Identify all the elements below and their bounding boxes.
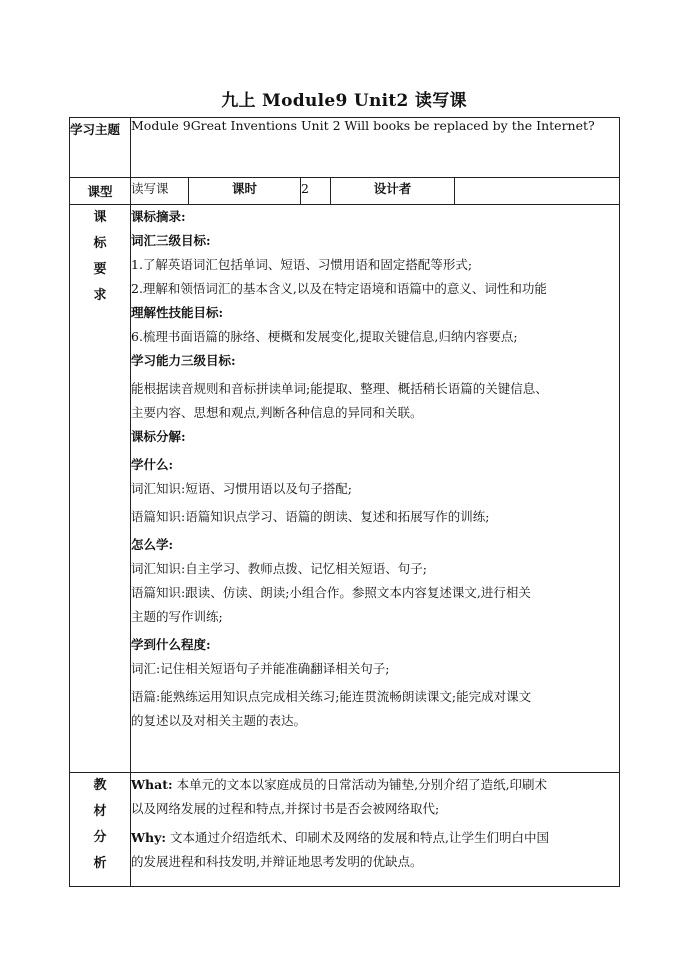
analysis-why-line (131, 826, 619, 850)
document-title: 九上 Module9 Unit2 读写课 (221, 91, 467, 111)
designer-value (455, 178, 620, 205)
analysis-label-char: 分 (93, 830, 107, 845)
standards-text-line: 主题的写作训练; (131, 609, 223, 624)
standards-label-char: 求 (93, 288, 107, 303)
standards-content (131, 205, 620, 773)
designer-label: 设计者 (331, 178, 455, 205)
standards-text-line: 语篇知识:语篇知识点学习、语篇的朗读、复述和拓展写作的训练; (131, 509, 490, 524)
topic-label: 学习主题 (70, 118, 131, 178)
why-text-1: 文本通过介绍造纸术、印刷术及网络的发展和特点,让学生们明白中国 (170, 830, 549, 845)
topic-value: Module 9Great Inventions Unit 2 Will books be replaced by the Internet? (131, 118, 620, 178)
standards-text-line: 1.了解英语词汇包括单词、短语、习惯用语和固定搭配等形式; (131, 257, 473, 272)
standards-label-char: 要 (93, 262, 107, 277)
standards-lines (131, 205, 619, 733)
lesson-plan-table (69, 117, 620, 887)
standards-text-line: 词汇知识:自主学习、教师点拨、记忆相关短语、句子; (131, 561, 427, 576)
course-type-label: 课型 (70, 178, 131, 205)
analysis-label-char: 析 (93, 856, 107, 871)
standards-text-line: 能根据读音规则和音标拼读单词;能提取、整理、概括稍长语篇的关键信息、 (131, 381, 548, 396)
standards-text-line: 词汇知识:短语、习惯用语以及句子搭配; (131, 481, 352, 496)
standards-heading: 学习能力三级目标: (131, 353, 236, 368)
why-tag: Why: (131, 830, 167, 845)
standards-text-line: 主要内容、思想和观点,判断各种信息的异同和关联。 (131, 405, 423, 420)
standards-text-line: 语篇知识:跟读、仿读、朗读;小组合作。参照文本内容复述课文,进行相关 (131, 585, 531, 600)
course-hours-label: 课时 (189, 178, 301, 205)
standards-heading: 怎么学: (131, 537, 174, 552)
standards-heading: 词汇三级目标: (131, 233, 211, 248)
analysis-row (70, 773, 620, 887)
course-type-value: 读写课 (131, 178, 189, 205)
standards-label-char: 课 (93, 210, 107, 225)
standards-text-line: 2.理解和领悟词汇的基本含义,以及在特定语境和语篇中的意义、词性和功能 (131, 281, 547, 296)
standards-row (70, 205, 620, 773)
standards-heading: 课标摘录: (131, 209, 186, 224)
standards-heading: 理解性技能目标: (131, 305, 224, 320)
analysis-label-char: 材 (93, 804, 107, 819)
course-info-row (70, 178, 620, 205)
standards-heading: 课标分解: (131, 429, 186, 444)
course-hours-value: 2 (301, 178, 331, 205)
standards-text-line: 6.梳理书面语篇的脉络、梗概和发展变化,提取关键信息,归纳内容要点; (131, 329, 518, 344)
topic-row (70, 118, 620, 178)
analysis-what-line-2: 以及网络发展的过程和特点,并探讨书是否会被网络取代; (131, 801, 440, 816)
analysis-what-line (131, 773, 619, 797)
what-tag: What: (131, 777, 173, 792)
standards-label-char: 标 (93, 236, 107, 251)
standards-text-line: 词汇:记住相关短语句子并能准确翻译相关句子; (131, 661, 390, 676)
what-text-1: 本单元的文本以家庭成员的日常活动为铺垫,分别介绍了造纸,印刷术 (176, 777, 548, 792)
standards-text-line: 的复述以及对相关主题的表达。 (131, 713, 307, 728)
standards-label (70, 205, 131, 773)
analysis-content (131, 773, 620, 887)
standards-text-line: 语篇:能熟练运用知识点完成相关练习;能连贯流畅朗读课文;能完成对课文 (131, 689, 532, 704)
analysis-why-line-2: 的发展进程和科技发明,并辩证地思考发明的优缺点。 (131, 854, 423, 869)
analysis-label (70, 773, 131, 887)
standards-heading: 学什么: (131, 457, 174, 472)
standards-heading: 学到什么程度: (131, 637, 211, 652)
analysis-label-char: 教 (93, 778, 107, 793)
